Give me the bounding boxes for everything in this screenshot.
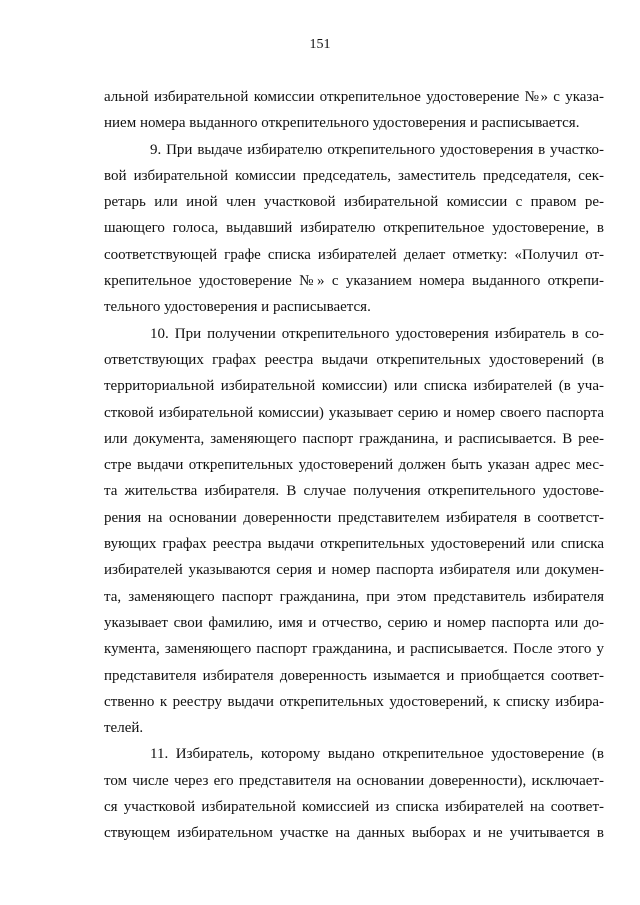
text-line-content: телей. bbox=[104, 720, 144, 737]
text-line-content: ответствующих графах реестра выдачи открепительных удостоверений (в bbox=[104, 351, 604, 368]
text-line bbox=[104, 242, 604, 268]
text-line bbox=[104, 84, 604, 110]
text-line-content: шающего голоса, выдавший избирателю открепительное удостоверение, в bbox=[104, 220, 604, 237]
text-line bbox=[104, 478, 604, 504]
text-line-content: представителя избирателя доверенность изымается и приобщается соответ- bbox=[104, 667, 604, 684]
text-line-content: нием номера выданного открепительного удостоверения и расписывается. bbox=[104, 115, 580, 132]
text-line bbox=[104, 794, 604, 820]
text-line bbox=[104, 373, 604, 399]
text-line bbox=[104, 347, 604, 373]
text-line bbox=[104, 137, 604, 163]
paragraph bbox=[104, 137, 604, 321]
text-line-content: ствующем избирательном участке на данных выборах и не учитывается в bbox=[104, 825, 604, 842]
text-line bbox=[104, 610, 604, 636]
text-line-content: та жительства избирателя. В случае получения открепительного удостове- bbox=[104, 483, 604, 500]
text-line-content: 11. Избиратель, которому выдано открепительное удостоверение (в bbox=[150, 746, 604, 763]
text-line-content: та, заменяющего паспорт гражданина, при этом представитель избирателя bbox=[104, 588, 604, 605]
text-line bbox=[104, 110, 604, 136]
text-line-content: рения на основании доверенности представителем избирателя в соответст- bbox=[104, 509, 604, 526]
text-line bbox=[104, 768, 604, 794]
text-line-content: избирателей указываются серия и номер паспорта избирателя или докумен- bbox=[104, 562, 604, 579]
text-line-content: вой избирательной комиссии председатель, заместитель председателя, сек- bbox=[104, 167, 604, 184]
text-line bbox=[104, 715, 604, 741]
text-line bbox=[104, 163, 604, 189]
text-line-content: ретарь или иной член участковой избирательной комиссии с правом ре- bbox=[104, 194, 604, 211]
text-line-content: или документа, заменяющего паспорт гражданина, и расписывается. В рее- bbox=[104, 430, 604, 447]
text-line bbox=[104, 268, 604, 294]
text-line bbox=[104, 741, 604, 767]
document-body bbox=[104, 84, 604, 847]
text-line bbox=[104, 663, 604, 689]
text-line-content: стковой избирательной комиссии) указывает серию и номер своего паспорта bbox=[104, 404, 604, 421]
text-line bbox=[104, 505, 604, 531]
text-line-content: ственно к реестру выдачи открепительных удостоверений, к списку избира- bbox=[104, 693, 604, 710]
text-line-content: стре выдачи открепительных удостоверений должен быть указан адрес мес- bbox=[104, 457, 604, 474]
text-line-content: 9. При выдаче избирателю открепительного удостоверения в участко- bbox=[150, 141, 604, 158]
text-line bbox=[104, 400, 604, 426]
text-line-content: альной избирательной комиссии открепительное удостоверение №» с указа- bbox=[104, 89, 604, 105]
text-line-content: указывает свои фамилию, имя и отчество, серию и номер паспорта или до- bbox=[104, 614, 604, 631]
text-line-content: тельного удостоверения и расписывается. bbox=[104, 299, 371, 316]
text-line bbox=[104, 452, 604, 478]
paragraph bbox=[104, 84, 604, 137]
text-line-content: 10. При получении открепительного удостоверения избиратель в со- bbox=[150, 325, 604, 342]
text-line bbox=[104, 189, 604, 215]
text-line bbox=[104, 426, 604, 452]
text-line bbox=[104, 584, 604, 610]
text-line bbox=[104, 689, 604, 715]
text-line-content: том числе через его представителя на основании доверенности), исключает- bbox=[104, 772, 604, 789]
text-line-content: кумента, заменяющего паспорт гражданина, и расписывается. После этого у bbox=[104, 641, 604, 658]
text-line-content: соответствующей графе списка избирателей делает отметку: «Получил от- bbox=[104, 246, 604, 263]
text-line bbox=[104, 636, 604, 662]
text-line bbox=[104, 557, 604, 583]
text-line bbox=[104, 215, 604, 241]
text-line-content: ся участковой избирательной комиссией из списка избирателей на соответ- bbox=[104, 799, 604, 816]
text-line-content: территориальной избирательной комиссии) или списка избирателей (в уча- bbox=[104, 378, 604, 395]
text-line-content: вующих графах реестра выдачи открепительных удостоверений или списка bbox=[104, 536, 604, 553]
paragraph bbox=[104, 741, 604, 846]
paragraph bbox=[104, 321, 604, 742]
text-line bbox=[104, 294, 604, 320]
text-line bbox=[104, 531, 604, 557]
text-line bbox=[104, 321, 604, 347]
page-number: 151 bbox=[309, 37, 331, 52]
text-line bbox=[104, 820, 604, 846]
text-line-content: крепительное удостоверение №» с указанием номера выданного открепи- bbox=[104, 273, 604, 290]
